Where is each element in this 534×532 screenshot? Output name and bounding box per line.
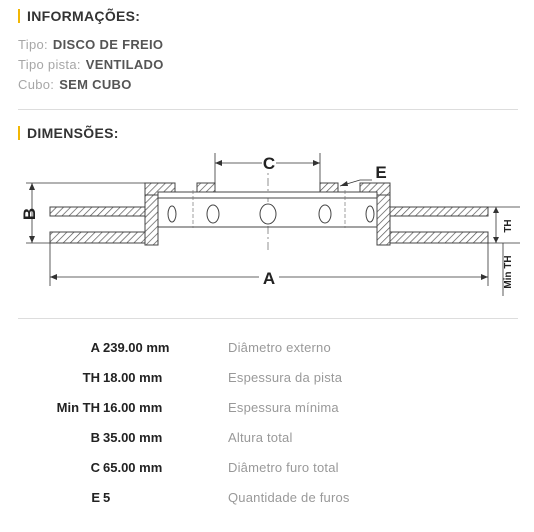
info-row-tipo-pista [18, 57, 164, 72]
dim-th-label: TH [503, 219, 514, 233]
info-label: Tipo pista: [18, 57, 81, 72]
spec-value: 239.00 mm [103, 340, 170, 355]
spec-row [18, 340, 518, 362]
spec-code: C [90, 460, 100, 475]
info-value: SEM CUBO [59, 77, 132, 92]
spec-value: 18.00 mm [103, 370, 163, 385]
ring-left-top [50, 207, 145, 216]
arrow-head [313, 160, 320, 166]
vent-hole [319, 205, 331, 223]
vent-hole [168, 206, 176, 222]
divider [18, 318, 518, 319]
spec-desc: Diâmetro externo [228, 340, 331, 355]
arrow-head [215, 160, 222, 166]
spec-value: 65.00 mm [103, 460, 163, 475]
spec-code: TH [82, 370, 100, 385]
info-value: VENTILADO [85, 57, 164, 72]
spec-row [18, 400, 518, 422]
spec-code: E [91, 490, 100, 505]
arrow-head [29, 236, 35, 243]
dim-a-label: A [262, 269, 276, 288]
accent-bar [18, 126, 20, 140]
info-row-tipo [18, 37, 163, 52]
dim-min-th-label: Min TH [503, 255, 514, 289]
info-label: Tipo: [18, 37, 48, 52]
vent-hole [207, 205, 219, 223]
informacoes-heading-text: INFORMAÇÕES: [27, 8, 141, 24]
spec-code: A [90, 340, 100, 355]
spec-code: B [90, 430, 100, 445]
arrow-head [493, 237, 499, 243]
dimensoes-heading [18, 125, 119, 141]
spec-row [18, 490, 518, 512]
vent-hole [366, 206, 374, 222]
spec-desc: Espessura mínima [228, 400, 339, 415]
info-value: DISCO DE FREIO [52, 37, 164, 52]
spec-desc: Diâmetro furo total [228, 460, 339, 475]
hat-top-left [197, 183, 215, 192]
info-label: Cubo: [18, 77, 55, 92]
hat-wall-left [145, 195, 158, 245]
ring-left-bottom [50, 232, 145, 243]
dim-c-label: C [262, 154, 276, 173]
spec-desc: Espessura da pista [228, 370, 343, 385]
accent-bar [18, 9, 20, 23]
spec-value: 5 [103, 490, 111, 505]
hat-wall-right [377, 195, 390, 245]
ring-right-bottom [390, 232, 488, 243]
info-row-cubo [18, 77, 132, 92]
center-hole [260, 204, 276, 224]
spec-row [18, 460, 518, 482]
divider [18, 109, 518, 110]
spec-row [18, 370, 518, 392]
brake-disc-drawing [0, 150, 534, 300]
spec-value: 35.00 mm [103, 430, 163, 445]
spec-value: 16.00 mm [103, 400, 163, 415]
arrow-head [340, 181, 348, 186]
arrow-head [481, 274, 488, 280]
spec-code: Min TH [56, 400, 100, 415]
ring-right-top [390, 207, 488, 216]
arrow-head [50, 274, 57, 280]
hat-top-right [320, 183, 338, 192]
informacoes-heading [18, 8, 140, 24]
dim-b-label: B [20, 207, 39, 221]
spec-row [18, 430, 518, 452]
spec-desc: Altura total [228, 430, 293, 445]
arrow-head [493, 207, 499, 213]
dimensoes-heading-text: DIMENSÕES: [27, 125, 119, 141]
dim-e-label: E [375, 163, 387, 182]
spec-desc: Quantidade de furos [228, 490, 350, 505]
hub-plate [158, 192, 377, 198]
arrow-head [29, 183, 35, 190]
